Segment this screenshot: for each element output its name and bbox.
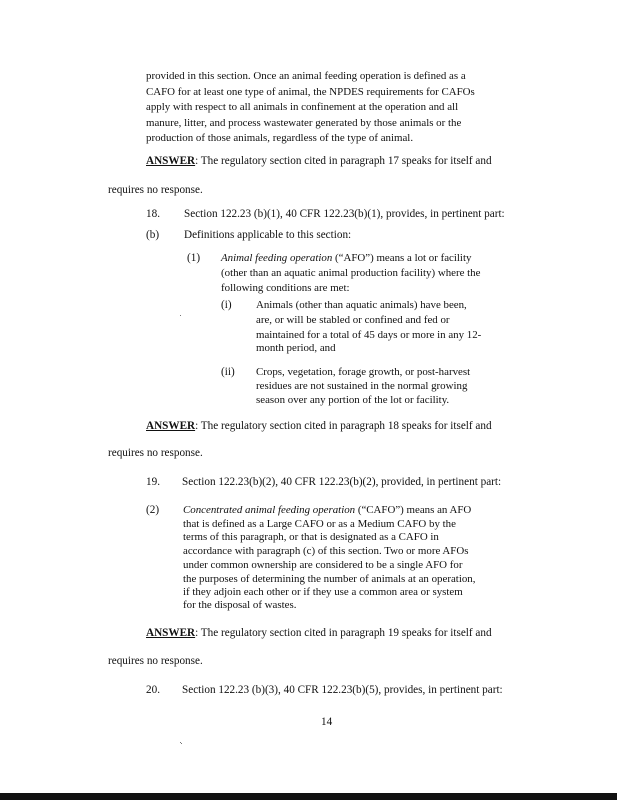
- clause-2-line: for the disposal of wastes.: [183, 599, 297, 611]
- scan-speck: [180, 315, 181, 316]
- clause-2-line: terms of this paragraph, or that is designated as a CAFO in: [183, 531, 439, 543]
- clause-1-label: (1): [187, 252, 201, 264]
- clause-1-line3: following conditions are met:: [221, 282, 350, 294]
- clause-i-label: (i): [221, 299, 232, 311]
- clause-2-line: if they adjoin each other or if they use a common area or system: [183, 586, 463, 598]
- clause-2-label: (2): [146, 504, 160, 516]
- clause-ii-line: residues are not sustained in the normal growing: [256, 380, 468, 392]
- subsection-b-label: (b): [146, 229, 160, 241]
- paragraph-19-number: 19.: [146, 476, 160, 488]
- answer-17-text: : The regulatory section cited in paragraph 17 speaks for itself and: [195, 155, 492, 167]
- clause-1-line1-rest: (“AFO”) means a lot or facility: [332, 252, 472, 264]
- clause-ii-line: season over any portion of the lot or facility.: [256, 394, 450, 406]
- clause-2-line: that is defined as a Large CAFO or as a Medium CAFO by the: [183, 518, 456, 530]
- answer-17-line1: [146, 155, 492, 167]
- clause-2-line: accordance with paragraph (c) of this section. Two or more AFOs: [183, 545, 469, 557]
- clause-2-line1-rest: (“CAFO”) means an AFO: [355, 504, 472, 516]
- clause-i-line: are, or will be stabled or confined and fed or: [256, 314, 450, 326]
- answer-19-line1: [146, 627, 492, 639]
- clause-ii-label: (ii): [221, 366, 235, 378]
- paragraph-18-number: 18.: [146, 208, 160, 220]
- scan-bottom-edge: [0, 793, 617, 800]
- paragraph-20-number: 20.: [146, 684, 160, 696]
- clause-2-line: under common ownership are considered to be a single AFO for: [183, 559, 463, 571]
- answer-18-line1: [146, 420, 492, 432]
- clause-ii-line: Crops, vegetation, forage growth, or post-harvest: [256, 366, 471, 378]
- subsection-b-text: Definitions applicable to this section:: [184, 229, 352, 241]
- clause-i-line: month period, and: [256, 342, 336, 354]
- answer-17-line2: requires no response.: [108, 184, 203, 196]
- answer-19-line2: requires no response.: [108, 655, 203, 667]
- page-number: 14: [321, 716, 333, 728]
- clause-2-line: the purposes of determining the number of animals at an operation,: [183, 573, 476, 585]
- intro-line: provided in this section. Once an animal feeding operation is defined as a: [146, 70, 466, 82]
- clause-1-line2: (other than an aquatic animal production facility) where the: [221, 267, 481, 279]
- answer-label: ANSWER: [146, 420, 196, 432]
- clause-i-line: maintained for a total of 45 days or more in any 12-: [256, 329, 482, 341]
- intro-line: manure, litter, and process wastewater generated by those animals or the: [146, 117, 462, 129]
- clause-1-line1: [221, 251, 471, 267]
- clause-2-term: Concentrated animal feeding operation: [183, 504, 356, 516]
- intro-line: apply with respect to all animals in confinement at the operation and all: [146, 101, 459, 113]
- clause-1-term: Animal feeding operation: [221, 252, 333, 264]
- answer-18-text: : The regulatory section cited in paragraph 18 speaks for itself and: [195, 420, 492, 432]
- answer-18-line2: requires no response.: [108, 447, 203, 459]
- clause-i-line: Animals (other than aquatic animals) have been,: [256, 299, 467, 311]
- answer-19-text: : The regulatory section cited in paragraph 19 speaks for itself and: [195, 627, 492, 639]
- answer-label: ANSWER: [146, 627, 196, 639]
- scan-speck: [181, 743, 182, 744]
- paragraph-19-text: Section 122.23(b)(2), 40 CFR 122.23(b)(2), provided, in pertinent part:: [182, 476, 502, 488]
- paragraph-20-text: Section 122.23 (b)(3), 40 CFR 122.23(b)(5), provides, in pertinent part:: [182, 684, 503, 696]
- intro-line: CAFO for at least one type of animal, the NPDES requirements for CAFOs: [146, 86, 475, 98]
- intro-line: production of those animals, regardless of the type of animal.: [146, 132, 414, 144]
- paragraph-18-text: Section 122.23 (b)(1), 40 CFR 122.23(b)(1), provides, in pertinent part:: [184, 208, 505, 220]
- answer-label: ANSWER: [146, 155, 196, 167]
